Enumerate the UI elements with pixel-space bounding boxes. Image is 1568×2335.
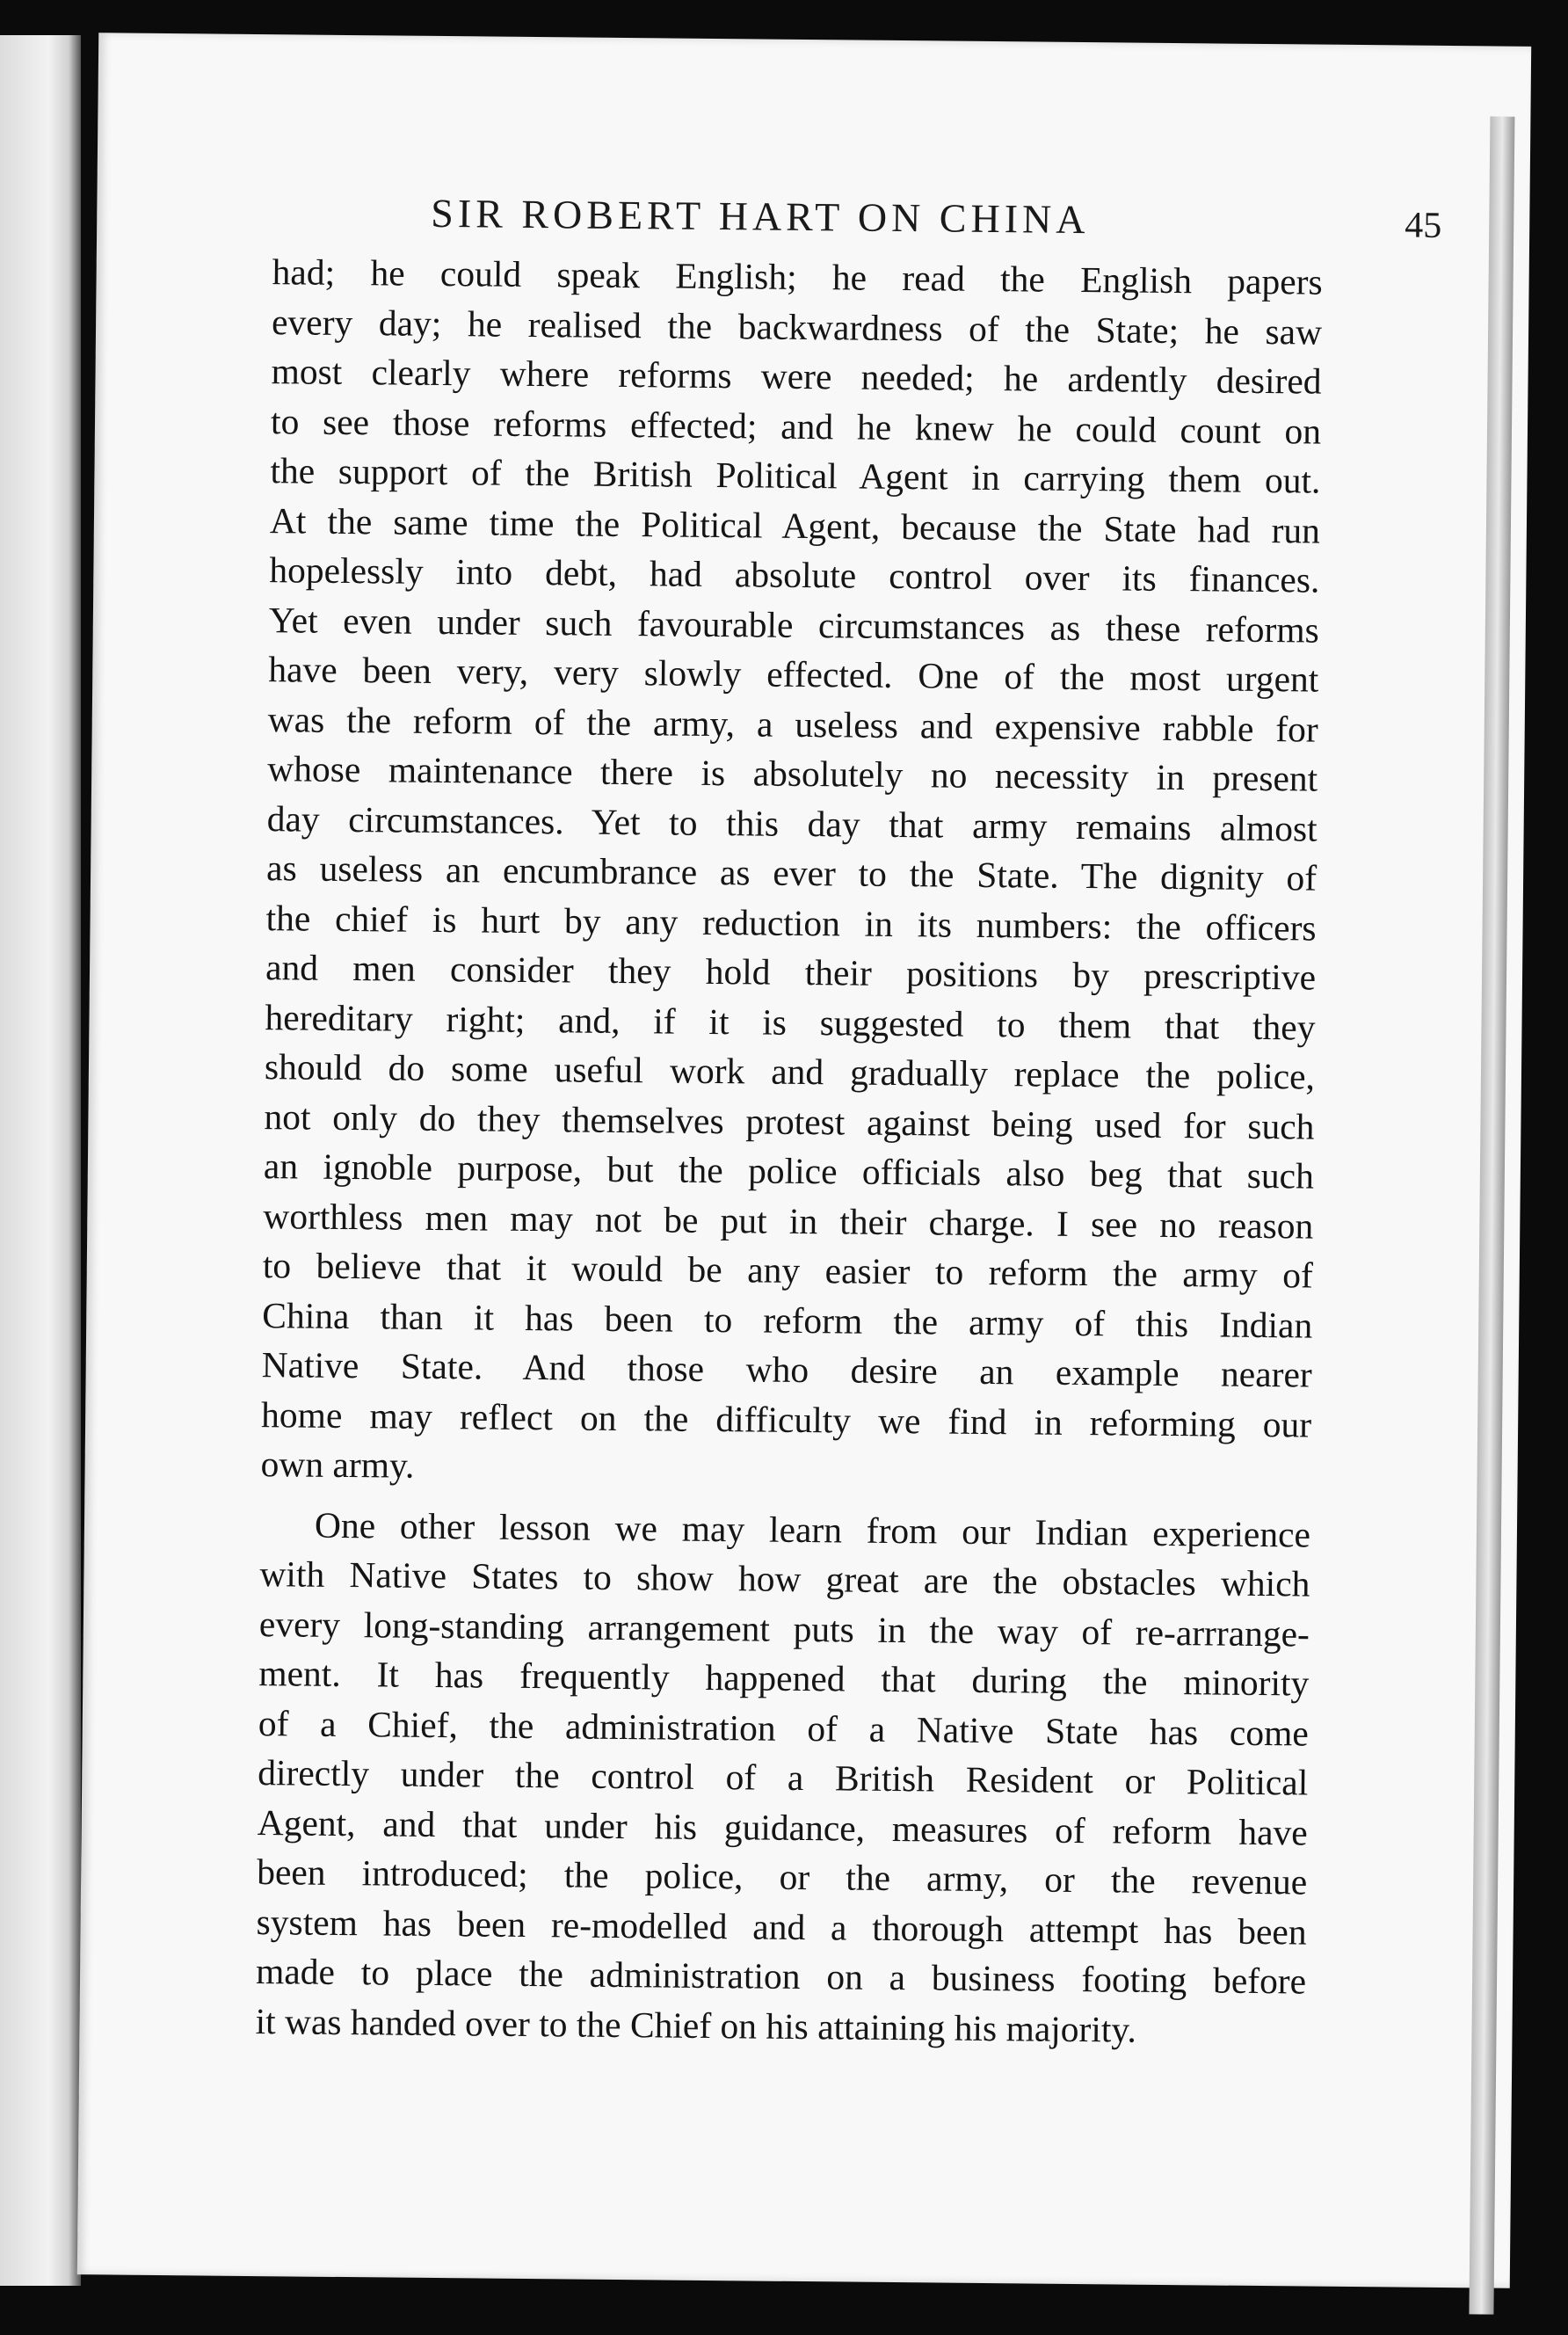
text-line: directly under the control of a British Resident or Political <box>258 1752 1309 1803</box>
text-line: have been very, very slowly effected. One of the most urgent <box>268 649 1319 700</box>
text-line: to see those reforms effected; and he knew he could count on <box>270 400 1322 452</box>
text-line: Native State. And those who desire an example nearer <box>261 1344 1312 1395</box>
text-line: the support of the British Political Agent in carrying them out. <box>270 450 1321 501</box>
text-line: had; he could speak English; he read the English papers <box>272 251 1323 302</box>
text-line: whose maintenance there is absolutely no necessity in present <box>267 748 1318 799</box>
text-line: Agent, and that under his guidance, measures of reform have <box>257 1801 1308 1853</box>
text-line: At the same time the Political Agent, because the State had run <box>269 499 1321 551</box>
text-line: hopelessly into debt, had absolute control over its finances. <box>269 549 1320 600</box>
text-line: should do some useful work and gradually replace the police, <box>264 1046 1316 1097</box>
text-line: with Native States to show how great are the obstacles which <box>259 1553 1310 1604</box>
adjacent-page-edge <box>0 35 81 2286</box>
text-line: worthless men may not be put in their charge. I see no reason <box>263 1195 1314 1247</box>
running-title: SIR ROBERT HART ON CHINA <box>431 190 1090 243</box>
paragraph <box>255 1500 1310 2056</box>
text-line: been introduced; the police, or the army, or the revenue <box>256 1851 1308 1902</box>
text-line: the chief is hurt by any reduction in its numbers: the officers <box>265 897 1317 949</box>
text-line: as useless an encumbrance as ever to the State. The dignity of <box>265 847 1318 898</box>
text-line: every long-standing arrangement puts in the way of re-arrrange- <box>258 1603 1310 1655</box>
text-line: every day; he realised the backwardness of the State; he saw <box>271 301 1323 353</box>
paragraph <box>260 247 1323 1499</box>
text-line: system has been re-modelled and a thorough attempt has been <box>256 1901 1307 1953</box>
page-fore-edge <box>1469 116 1514 2314</box>
book-page <box>77 33 1531 2288</box>
text-line: was the reform of the army, a useless and expensive rabble for <box>267 698 1318 750</box>
text-line: an ignoble purpose, but the police officials also beg that such <box>263 1146 1315 1197</box>
text-line: home may reflect on the difficulty we find in reforming our <box>260 1393 1312 1445</box>
text-line: most clearly where reforms were needed; he ardently desired <box>271 351 1322 402</box>
text-line: One other lesson we may learn from our Indian experience <box>314 1504 1311 1555</box>
text-line: hereditary right; and, if it is suggested to them that they <box>265 996 1316 1048</box>
text-line: of a Chief, the administration of a Native State has come <box>258 1702 1309 1754</box>
body-text <box>255 247 1323 2055</box>
text-line: day circumstances. Yet to this day that army remains almost <box>266 797 1318 849</box>
text-line: made to place the administration on a business footing before <box>255 1951 1307 2002</box>
text-line: not only do they themselves protest against being used for such <box>264 1095 1315 1147</box>
text-line: own army. <box>260 1444 415 1486</box>
page-number: 45 <box>1405 205 1442 246</box>
text-line: to believe that it would be any easier to reform the army of <box>262 1245 1313 1296</box>
text-line: ment. It has frequently happened that during the minority <box>258 1653 1310 1704</box>
text-line: it was handed over to the Chief on his attaining his majority. <box>255 2000 1137 2050</box>
text-line: and men consider they hold their positions by prescriptive <box>265 947 1317 998</box>
text-line: Yet even under such favourable circumstances as these reforms <box>268 599 1320 651</box>
text-line: China than it has been to reform the army of this Indian <box>262 1294 1313 1346</box>
